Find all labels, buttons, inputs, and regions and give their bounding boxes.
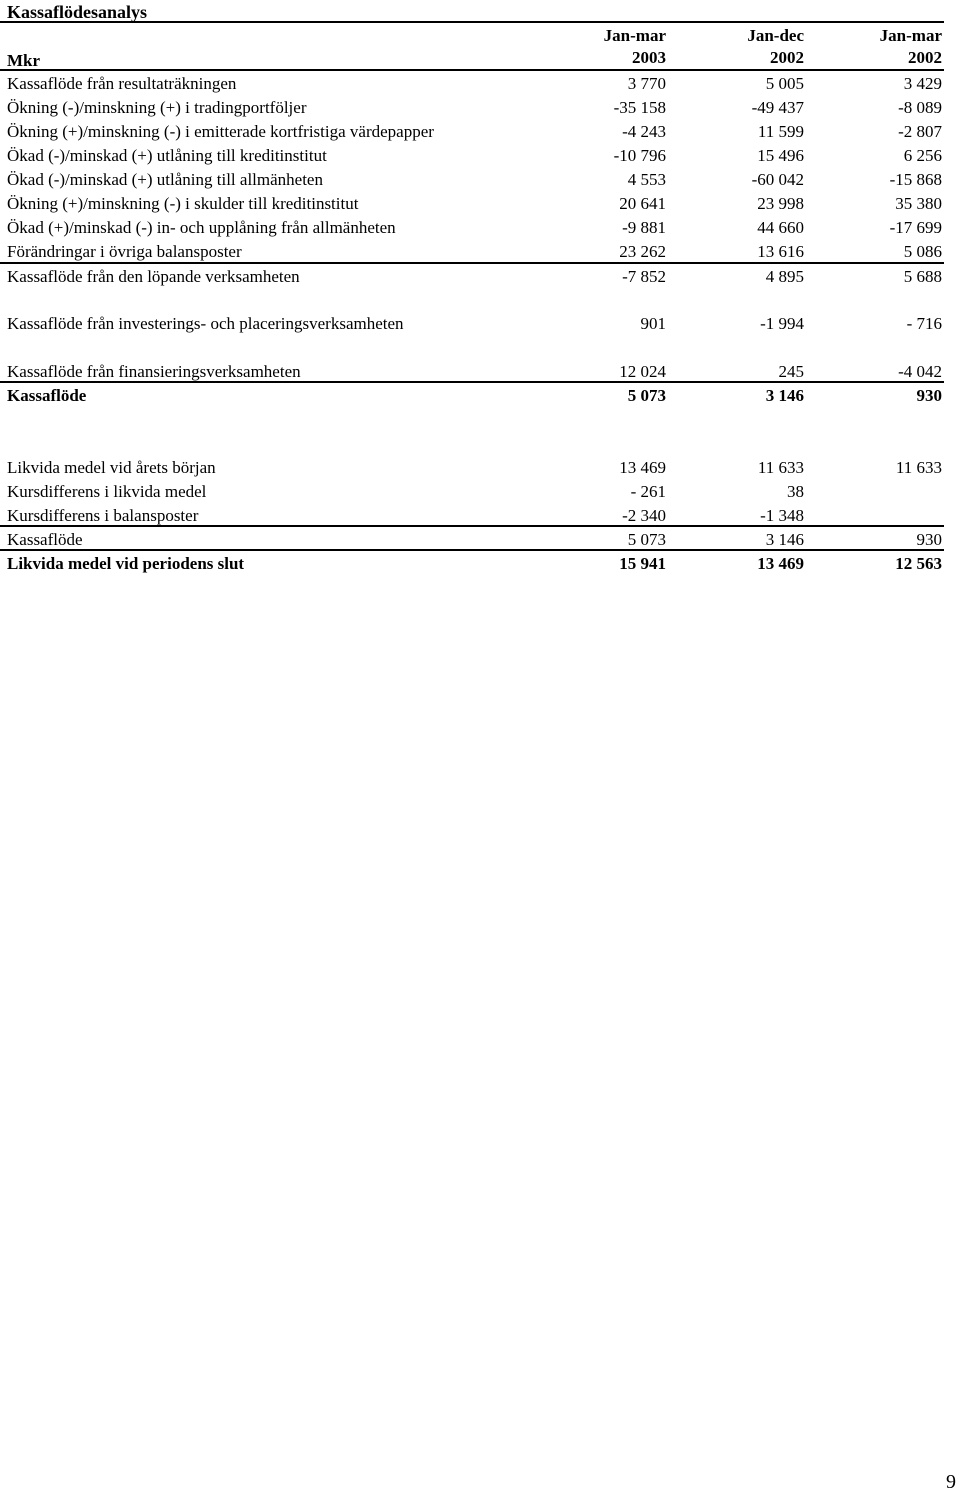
- table-row: [0, 456, 944, 480]
- value-jan-mar-2003: 23 262: [619, 242, 666, 261]
- table-row: [0, 265, 944, 289]
- value-jan-dec-2002: 13 469: [757, 554, 804, 573]
- value-jan-mar-2003: 4 553: [627, 170, 666, 189]
- value-jan-mar-2002: 11 633: [895, 458, 942, 477]
- col-header-3-period: Jan-mar: [879, 26, 942, 45]
- row-label: Kassaflöde från finansieringsverksamheten: [7, 362, 301, 381]
- col-header-1-year: 2003: [632, 48, 666, 67]
- value-jan-mar-2002: -15 868: [889, 170, 942, 189]
- column-header: [0, 25, 944, 69]
- value-jan-dec-2002: 11 633: [757, 458, 804, 477]
- table-row: [0, 240, 944, 264]
- table-row: [0, 312, 944, 336]
- col-header-2-period: Jan-dec: [747, 26, 804, 45]
- value-jan-mar-2003: 5 073: [627, 530, 666, 549]
- value-jan-mar-2002: 930: [916, 386, 942, 405]
- value-jan-mar-2002: 5 086: [903, 242, 942, 261]
- value-jan-dec-2002: 38: [787, 482, 804, 501]
- col-header-2-year: 2002: [770, 48, 804, 67]
- value-jan-dec-2002: 23 998: [757, 194, 804, 213]
- row-label: Ökning (+)/minskning (-) i emitterade kortfristiga värdepapper: [7, 122, 434, 141]
- value-jan-dec-2002: 3 146: [765, 386, 804, 405]
- value-jan-dec-2002: 44 660: [757, 218, 804, 237]
- header-divider: [0, 69, 944, 71]
- value-jan-mar-2003: -4 243: [622, 122, 666, 141]
- value-jan-dec-2002: -1 348: [760, 506, 804, 525]
- value-jan-mar-2003: -2 340: [622, 506, 666, 525]
- unit-label: Mkr: [7, 51, 41, 70]
- value-jan-dec-2002: 15 496: [757, 146, 804, 165]
- value-jan-mar-2002: -17 699: [889, 218, 942, 237]
- value-jan-dec-2002: 11 599: [757, 122, 804, 141]
- value-jan-dec-2002: 4 895: [765, 267, 804, 286]
- row-label: Kassaflöde från resultaträkningen: [7, 74, 237, 93]
- value-jan-dec-2002: -49 437: [751, 98, 804, 117]
- value-jan-mar-2003: 12 024: [619, 362, 666, 381]
- row-label: Likvida medel vid årets början: [7, 458, 216, 477]
- page-number: 9: [946, 1471, 956, 1493]
- row-label: Kassaflöde: [7, 530, 83, 549]
- value-jan-mar-2002: 5 688: [903, 267, 942, 286]
- total-row: [0, 384, 944, 408]
- value-jan-mar-2003: 20 641: [619, 194, 666, 213]
- value-jan-mar-2003: - 261: [630, 482, 666, 501]
- value-jan-mar-2003: -7 852: [622, 267, 666, 286]
- col-header-1-period: Jan-mar: [603, 26, 666, 45]
- row-label: Kassaflöde: [7, 386, 87, 405]
- row-label: Kassaflöde från den löpande verksamheten: [7, 267, 300, 286]
- col-header-3: [822, 25, 942, 69]
- total-row: [0, 552, 944, 576]
- row-label: Kursdifferens i balansposter: [7, 506, 199, 525]
- value-jan-dec-2002: 13 616: [757, 242, 804, 261]
- value-jan-mar-2002: 35 380: [895, 194, 942, 213]
- title-divider: [0, 21, 944, 23]
- value-jan-mar-2003: 901: [640, 314, 666, 333]
- value-jan-dec-2002: 5 005: [765, 74, 804, 93]
- value-jan-mar-2003: 15 941: [619, 554, 666, 573]
- value-jan-mar-2003: 5 073: [627, 386, 666, 405]
- table-row: [0, 120, 944, 144]
- row-label: Kassaflöde från investerings- och placeringsverksamheten: [7, 314, 404, 333]
- row-label: Kursdifferens i likvida medel: [7, 482, 207, 501]
- table-row: [0, 216, 944, 240]
- row-label: Ökning (+)/minskning (-) i skulder till kreditinstitut: [7, 194, 359, 213]
- row-label: Förändringar i övriga balansposter: [7, 242, 242, 261]
- value-jan-mar-2003: 3 770: [627, 74, 666, 93]
- value-jan-mar-2002: 3 429: [903, 74, 942, 93]
- value-jan-mar-2003: 13 469: [619, 458, 666, 477]
- value-jan-mar-2002: -4 042: [898, 362, 942, 381]
- row-label: Likvida medel vid periodens slut: [7, 554, 245, 573]
- total-divider: [0, 549, 944, 551]
- value-jan-dec-2002: 3 146: [765, 530, 804, 549]
- value-jan-mar-2002: 6 256: [903, 146, 942, 165]
- table-row: [0, 72, 944, 96]
- value-jan-mar-2003: -35 158: [613, 98, 666, 117]
- row-label: Ökad (-)/minskad (+) utlåning till kreditinstitut: [7, 146, 327, 165]
- value-jan-mar-2002: - 716: [906, 314, 942, 333]
- table-row: [0, 480, 944, 504]
- value-jan-mar-2002: -2 807: [898, 122, 942, 141]
- row-label: Ökning (-)/minskning (+) i tradingportföljer: [7, 98, 307, 117]
- value-jan-dec-2002: -1 994: [760, 314, 804, 333]
- value-jan-mar-2002: -8 089: [898, 98, 942, 117]
- table-row: [0, 168, 944, 192]
- value-jan-mar-2003: -9 881: [622, 218, 666, 237]
- col-header-1: [546, 25, 666, 69]
- subtotal-divider: [0, 262, 944, 264]
- subtotal-divider: [0, 525, 944, 527]
- page-title: Kassaflödesanalys: [7, 2, 148, 22]
- table-row: [0, 96, 944, 120]
- value-jan-mar-2002: 12 563: [895, 554, 942, 573]
- total-divider: [0, 381, 944, 383]
- row-label: Ökad (-)/minskad (+) utlåning till allmänheten: [7, 170, 323, 189]
- value-jan-mar-2002: 930: [916, 530, 942, 549]
- value-jan-dec-2002: -60 042: [751, 170, 804, 189]
- value-jan-mar-2003: -10 796: [613, 146, 666, 165]
- table-row: [0, 144, 944, 168]
- table-row: [0, 192, 944, 216]
- col-header-2: [684, 25, 804, 69]
- col-header-3-year: 2002: [908, 48, 942, 67]
- value-jan-dec-2002: 245: [778, 362, 804, 381]
- row-label: Ökad (+)/minskad (-) in- och upplåning från allmänheten: [7, 218, 396, 237]
